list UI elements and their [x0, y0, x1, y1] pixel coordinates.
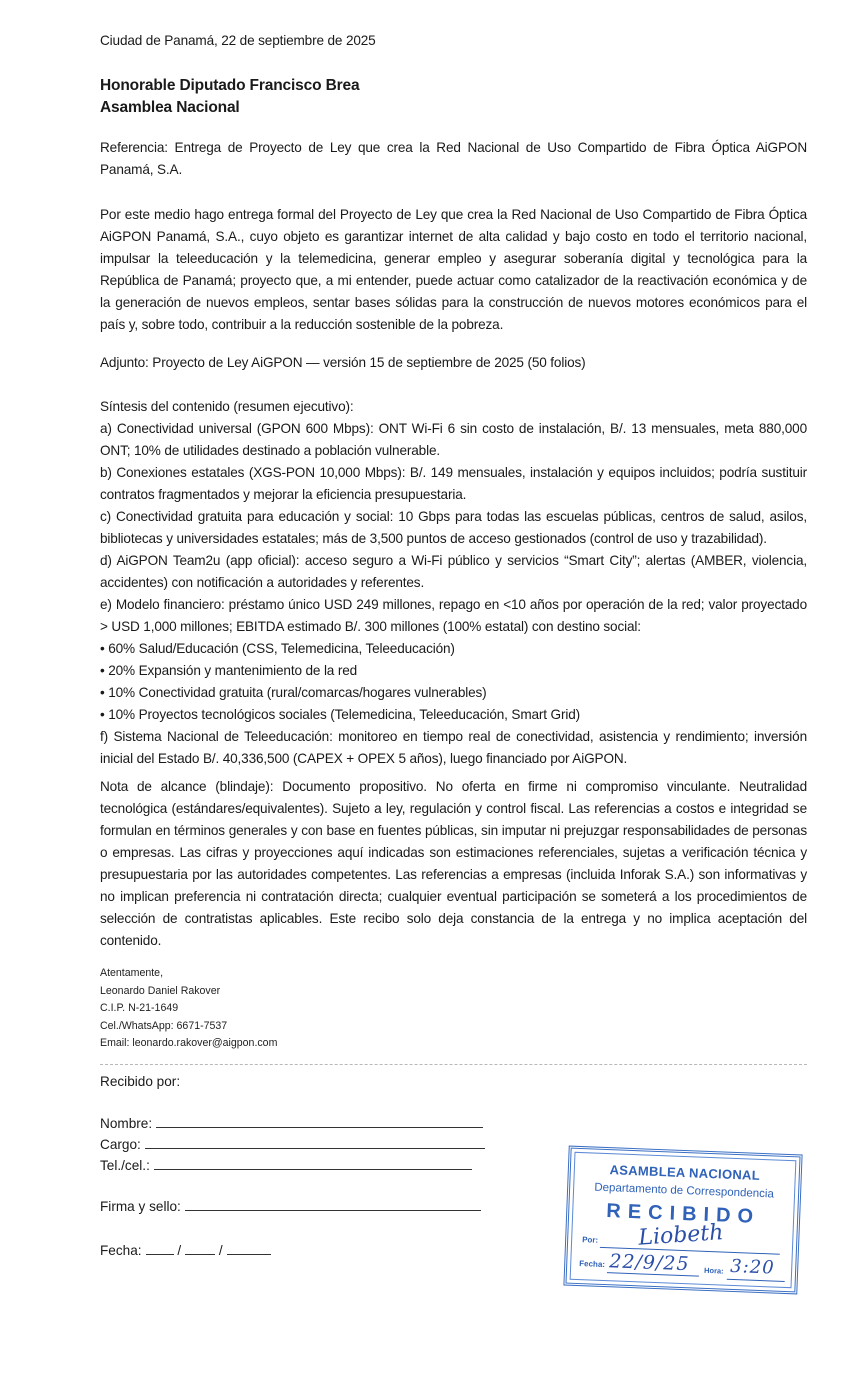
fecha-label: Fecha: [100, 1243, 142, 1258]
firma-field [100, 1199, 481, 1214]
tel-blank[interactable] [154, 1158, 472, 1170]
fecha-month-blank[interactable] [185, 1243, 215, 1255]
fecha-year-blank[interactable] [227, 1243, 271, 1255]
stamp-department: Departamento de Correspondencia [594, 1181, 775, 1201]
firma-label: Firma y sello: [100, 1199, 181, 1214]
summary-item: a) Conectividad universal (GPON 600 Mbps): ONT Wi-Fi 6 sin costo de instalación, B/. 13 mensuales, meta 880,000 ONT; 10% de utilidades destinado a población vulnerable. [100, 421, 807, 458]
allocation-bullet: • 10% Proyectos tecnológicos sociales (Telemedicina, Teleeducación, Smart Grid) [100, 707, 580, 722]
signer-email: Email: leonardo.rakover@aigpon.com [100, 1037, 278, 1049]
firma-blank[interactable] [185, 1199, 481, 1211]
summary-item: b) Conexiones estatales (XGS-PON 10,000 Mbps): B/. 149 mensuales, instalación y equipos incluidos; podría sustituir contratos fragmentados y mejorar la eficiencia presupuestaria. [100, 465, 807, 502]
stamp-handwritten-signature: Liobeth [637, 1220, 725, 1251]
signer-id: C.I.P. N-21-1649 [100, 1002, 179, 1014]
section-divider [100, 1064, 807, 1065]
cargo-label: Cargo: [100, 1137, 141, 1152]
signer-phone: Cel./WhatsApp: 6671-7537 [100, 1019, 228, 1032]
allocation-bullet: • 20% Expansión y mantenimiento de la red [100, 663, 358, 678]
signature-block [100, 965, 277, 1053]
summary-item: d) AiGPON Team2u (app oficial): acceso seguro a Wi-Fi público y servicios “Smart City”; alertas (AMBER, violencia, accidentes) con notificación a autoridades y referentes. [100, 553, 807, 590]
scope-note: Nota de alcance (blindaje): Documento propositivo. No oferta en firme ni compromiso vinculante. Neutralidad tecnológica (estándares/equivalentes). Sujeto a ley, regulación y control fiscal. Las referencias a costos e integridad se formulan en términos generales y con base en fuentes públicas, sin imputar ni prejuzgar responsabilidades de personas o empresas. Las cifras y proyecciones aquí indicadas son estimaciones referenciales, sujetas a verificación técnica y presupuestaria por las autoridades competentes. Las referencias a empresas (incluida Inforak S.A.) son informativas y no implican preferencia ni contratación directa; cualquier eventual participación se someterá a los procedimientos de selección de contratistas aplicables. Este recibo solo deja constancia de la entrega y no implica aceptación del contenido. [100, 779, 807, 948]
stamp-fecha-value: 22/9/25 [608, 1250, 690, 1276]
executive-summary [100, 396, 807, 770]
fecha-field [100, 1243, 271, 1258]
allocation-bullet: • 10% Conectividad gratuita (rural/comarcas/hogares vulnerables) [100, 685, 487, 700]
tel-label: Tel./cel.: [100, 1158, 150, 1173]
stamp-hora-label: Hora: [703, 1265, 724, 1276]
stamp-organization: ASAMBLEA NACIONAL [609, 1162, 761, 1183]
nombre-blank[interactable] [156, 1116, 483, 1128]
body-paragraph: Por este medio hago entrega formal del Proyecto de Ley que crea la Red Nacional de Uso Compartido de Fibra Óptica AiGPON Panamá, S.A., cuyo objeto es garantizar internet de alta calidad y bajo costo en todo el territorio nacional, impulsar la teleeducación y la telemedicina, generar empleo y asegurar soberanía digital y tecnológica para la República de Panamá; proyecto que, a mi entender, puede actuar como catalizador de la reactivación económica y de la generación de nuevos empleos, sentar bases sólidas para la construcción de nuevos motores económicos para el país y, sobre todo, contribuir a la reducción sostenible de la pobreza. [100, 207, 807, 332]
closing: Atentamente, [100, 967, 164, 979]
nombre-label: Nombre: [100, 1116, 153, 1131]
received-stamp [563, 1146, 802, 1295]
allocation-bullet: • 60% Salud/Educación (CSS, Telemedicina, Teleeducación) [100, 641, 455, 656]
attachment-line: Adjunto: Proyecto de Ley AiGPON — versión 15 de septiembre de 2025 (50 folios) [100, 355, 586, 370]
date-line: Ciudad de Panamá, 22 de septiembre de 2025 [100, 33, 376, 48]
summary-item: e) Modelo financiero: préstamo único USD 249 millones, repago en <10 años por operación de la red; valor proyectado > USD 1,000 millones; EBITDA estimado B/. 300 millones (100% estatal) con destino social: [100, 597, 807, 634]
stamp-status: RECIBIDO [605, 1200, 761, 1228]
stamp-fecha-label: Fecha: [579, 1259, 606, 1270]
recipient-block [100, 75, 807, 119]
signer-name: Leonardo Daniel Rakover [100, 984, 221, 997]
summary-item: f) Sistema Nacional de Teleeducación: monitoreo en tiempo real de conectividad, asistencia y rendimiento; inversión inicial del Estado B/. 40,336,500 (CAPEX + OPEX 5 años), luego financiado por AiGPON. [100, 729, 807, 766]
fecha-separator: / [177, 1243, 182, 1258]
recipient-institution: Asamblea Nacional [100, 99, 240, 116]
cargo-field [100, 1137, 485, 1152]
summary-item: c) Conectividad gratuita para educación y social: 10 Gbps para todas las escuelas públicas, centros de salud, asilos, bibliotecas y universidades estatales; más de 3,500 puntos de acceso gestionados (control de uso y trazabilidad). [100, 509, 807, 546]
fecha-separator: / [218, 1243, 223, 1258]
nombre-field [100, 1116, 483, 1131]
reference-line: Referencia: Entrega de Proyecto de Ley que crea la Red Nacional de Uso Compartido de Fibra Óptica AiGPON Panamá, S.A. [100, 140, 807, 177]
receipt-title: Recibido por: [100, 1074, 181, 1089]
tel-field [100, 1158, 472, 1173]
stamp-por-label: Por: [581, 1235, 599, 1245]
recipient-name: Honorable Diputado Francisco Brea [100, 77, 360, 94]
summary-heading: Síntesis del contenido (resumen ejecutivo): [100, 399, 354, 414]
fecha-day-blank[interactable] [146, 1243, 174, 1255]
cargo-blank[interactable] [145, 1137, 485, 1149]
stamp-hora-value: 3:20 [729, 1255, 776, 1279]
